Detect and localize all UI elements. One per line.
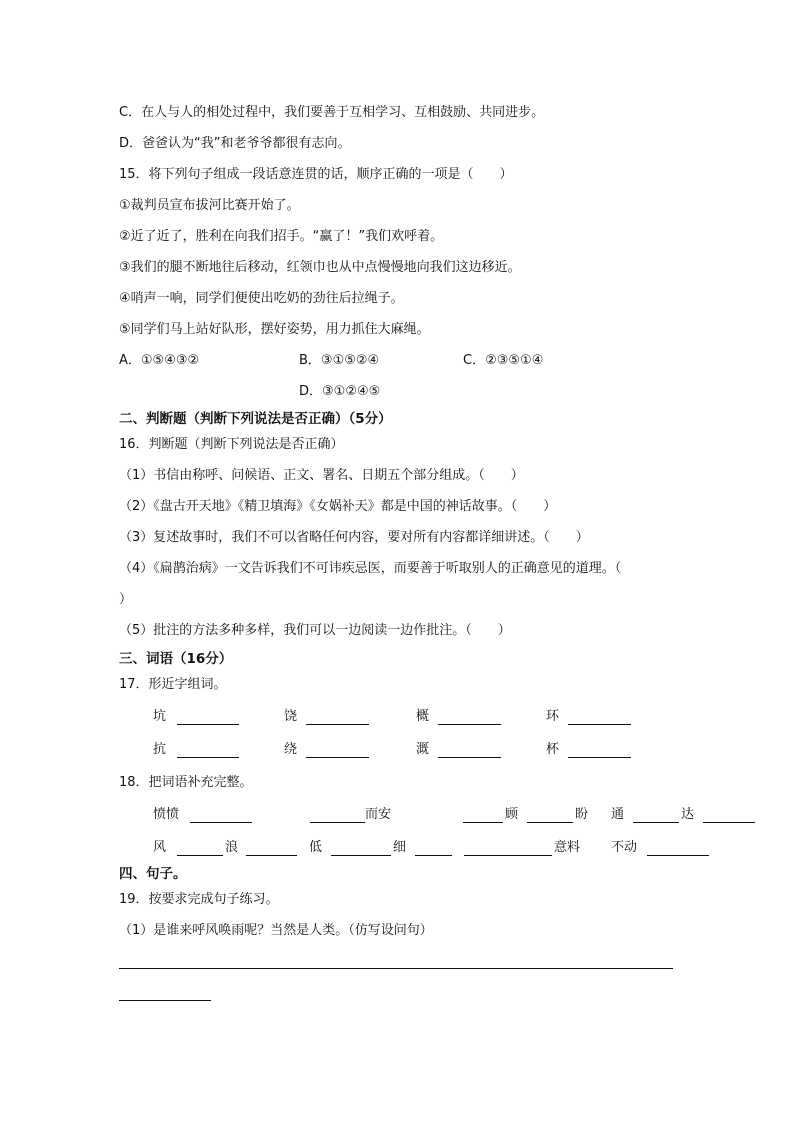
q19-answer-line-continued[interactable] — [119, 1000, 211, 1001]
q17-answer-blank[interactable] — [177, 757, 239, 758]
q18-word-part: 风 — [153, 840, 167, 855]
q18-answer-blank[interactable] — [703, 822, 755, 823]
q18-word-part: 浪 — [225, 840, 239, 855]
q17-char: 环 — [546, 709, 560, 724]
q14-option-d: D．爸爸认为“我”和老爷爷都很有志向。 — [119, 136, 351, 151]
q16-item-4-cont: ） — [119, 592, 133, 607]
q18-word-part: 意料 — [554, 840, 581, 855]
q18-answer-blank[interactable] — [463, 822, 503, 823]
q17-char: 溉 — [416, 742, 430, 757]
q16-item-2: （2）《盘古开天地》《精卫填海》《女娲补天》都是中国的神话故事。（ ） — [119, 499, 557, 514]
q17-char: 杯 — [546, 742, 560, 757]
q18-word-part: 顾 — [505, 807, 519, 822]
q17-char: 抗 — [153, 742, 167, 757]
q15-option-b[interactable]: B．③①⑤②④ — [299, 353, 380, 368]
q18-answer-blank[interactable] — [177, 855, 223, 856]
q16-stem: 16．判断题（判断下列说法是否正确） — [119, 437, 344, 452]
q18-word-part: 达 — [681, 807, 695, 822]
q18-stem: 18．把词语补充完整。 — [119, 775, 253, 790]
q17-char: 饶 — [284, 709, 298, 724]
q18-word-part: 不动 — [611, 840, 638, 855]
q15-sentence-1: ①裁判员宣布拔河比赛开始了。 — [119, 198, 300, 213]
q18-word-part: 通 — [611, 807, 625, 822]
q18-word-part: 盼 — [575, 807, 589, 822]
q15-option-a[interactable]: A．①⑤④③② — [119, 353, 200, 368]
q18-answer-blank[interactable] — [647, 855, 709, 856]
q17-char: 概 — [416, 709, 430, 724]
q18-answer-blank[interactable] — [310, 822, 365, 823]
q17-answer-blank[interactable] — [306, 724, 369, 725]
section-4-heading: 四、句子。 — [119, 866, 187, 882]
q17-answer-blank[interactable] — [568, 757, 631, 758]
q16-item-1: （1）书信由称呼、问候语、正文、署名、日期五个部分组成。（ ） — [119, 468, 524, 483]
q18-word-part: 低 — [309, 840, 323, 855]
q14-option-c: C．在人与人的相处过程中，我们要善于互相学习、互相鼓励、共同进步。 — [119, 105, 545, 120]
q19-item-1: （1）是谁来呼风唤雨呢？当然是人类。（仿写设问句） — [119, 923, 433, 938]
q17-answer-blank[interactable] — [306, 757, 369, 758]
q18-answer-blank[interactable] — [246, 855, 297, 856]
q19-stem: 19．按要求完成句子练习。 — [119, 892, 279, 907]
q15-sentence-5: ⑤同学们马上站好队形，摆好姿势，用力抓住大麻绳。 — [119, 322, 430, 337]
q18-word-part: 愤愤 — [153, 807, 180, 822]
q18-answer-blank[interactable] — [527, 822, 573, 823]
q17-stem: 17．形近字组词。 — [119, 677, 227, 692]
q16-item-4: （4）《扁鹊治病》一文告诉我们不可讳疾忌医，而要善于听取别人的正确意见的道理。（ — [119, 561, 622, 576]
q15-sentence-4: ④哨声一响，同学们便使出吃奶的劲往后拉绳子。 — [119, 291, 404, 306]
q17-char: 坑 — [153, 709, 167, 724]
q15-sentence-2: ②近了近了，胜利在向我们招手。“赢了！”我们欢呼着。 — [119, 229, 444, 244]
q15-option-d[interactable]: D．③①②④⑤ — [299, 384, 381, 399]
q18-answer-blank[interactable] — [190, 822, 252, 823]
section-3-heading: 三、词语（16分） — [119, 651, 233, 667]
q16-item-3: （3）复述故事时，我们不可以省略任何内容，要对所有内容都详细讲述。（ ） — [119, 530, 589, 545]
q17-answer-blank[interactable] — [568, 724, 631, 725]
q17-answer-blank[interactable] — [177, 724, 239, 725]
q17-answer-blank[interactable] — [438, 757, 501, 758]
q18-answer-blank[interactable] — [464, 855, 552, 856]
q18-word-part: 而安 — [365, 807, 392, 822]
q16-item-5: （5）批注的方法多种多样，我们可以一边阅读一边作批注。（ ） — [119, 623, 511, 638]
q18-answer-blank[interactable] — [415, 855, 452, 856]
section-2-heading: 二、判断题（判断下列说法是否正确）（5分） — [119, 411, 392, 427]
q15-option-c[interactable]: C．②③⑤①④ — [463, 353, 544, 368]
q18-word-part: 细 — [393, 840, 407, 855]
q15-stem: 15．将下列句子组成一段话意连贯的话，顺序正确的一项是（ ） — [119, 167, 513, 182]
q17-char: 绕 — [284, 742, 298, 757]
q17-answer-blank[interactable] — [438, 724, 501, 725]
q18-answer-blank[interactable] — [331, 855, 391, 856]
q19-answer-line[interactable] — [119, 968, 673, 969]
q18-answer-blank[interactable] — [633, 822, 679, 823]
q15-sentence-3: ③我们的腿不断地往后移动，红领巾也从中点慢慢地向我们这边移近。 — [119, 260, 521, 275]
